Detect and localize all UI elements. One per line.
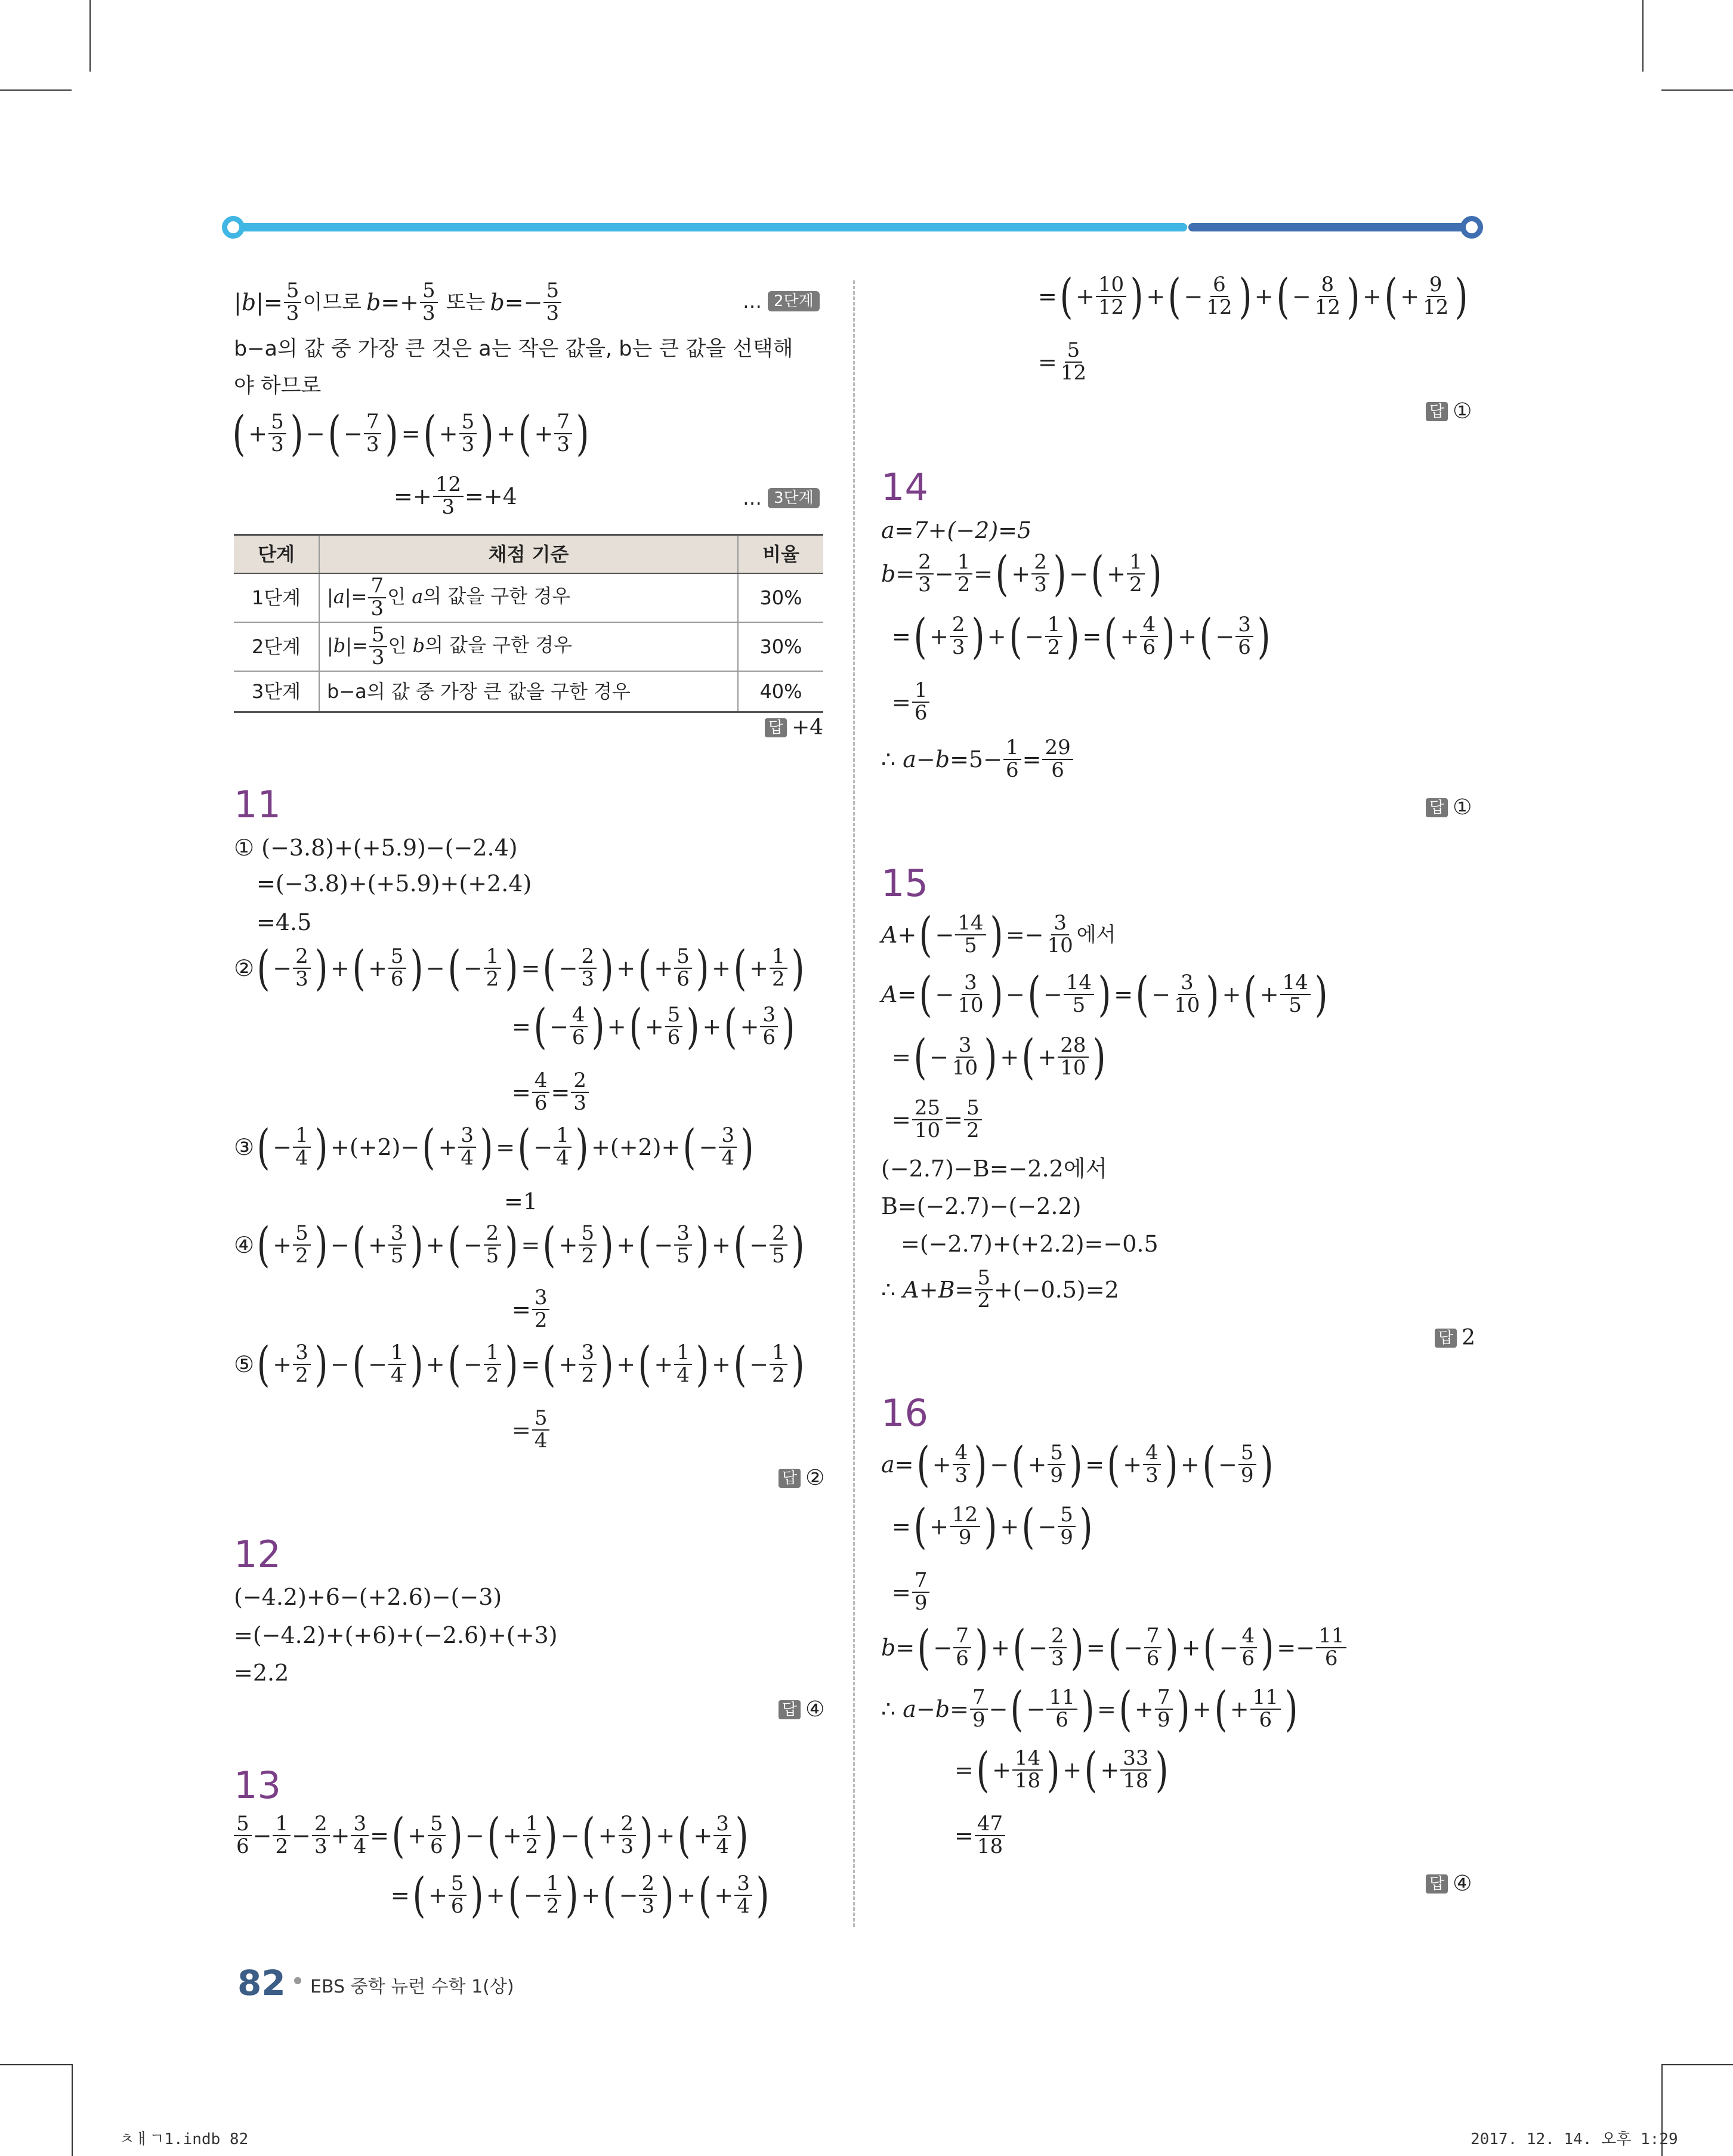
answer-icon: 답 bbox=[1426, 798, 1448, 817]
table-row: 2단계 |b|= $\frac{5}{3}$ 인 b의 값을 구한 경우 30% bbox=[234, 622, 823, 671]
p15-line-7: =(−2.7)+(+2.2)=−0.5 bbox=[901, 1231, 1159, 1257]
answer-13: 답 ① bbox=[1426, 401, 1472, 422]
crop-mark bbox=[89, 0, 91, 72]
p16-line-3: = $\frac{7}{9}$ bbox=[892, 1570, 931, 1614]
header-bar-navy bbox=[1188, 223, 1475, 231]
footer-bullet bbox=[294, 1977, 301, 1984]
p16-line-4: b = ( − $\frac{7}{6}$ ) + ( − $\frac{2}{3}$ ) = ( − $\frac{7}{6}$ ) + ( − $\frac{4}{6}$ ) =− $\frac{11}{6}$ bbox=[881, 1626, 1348, 1669]
p15-line-3: = ( − $\frac{3}{10}$ ) + ( + $\frac{28}{10}$ ) bbox=[892, 1028, 1106, 1085]
p15-line-8: ∴ A + B = $\frac{5}{2}$ +(−0.5)=2 bbox=[881, 1266, 1119, 1312]
answer-icon: 답 bbox=[1426, 1874, 1448, 1894]
problem-number-12: 12 bbox=[234, 1533, 281, 1576]
p11-opt5-a: ⑤ ( + $\frac{3}{2}$ ) − ( − $\frac{1}{4}$ ) + ( − $\frac{1}{2}$ ) = ( + $\frac{3}{2}$ ) + ( + $\frac{1}{4}$ ) + ( − $\frac{1}{2}$ ) bbox=[234, 1336, 805, 1392]
p14-line-3: = ( + $\frac{2}{3}$ ) + ( − $\frac{1}{2}$ ) = ( + $\frac{4}{6}$ ) + ( − $\frac{3}{6}$ ) bbox=[892, 608, 1271, 664]
column-divider bbox=[853, 280, 855, 1927]
p11-line-2: =(−3.8)+(+5.9)+(+2.4) bbox=[257, 870, 532, 897]
stage3-marker: … 3단계 bbox=[743, 488, 820, 508]
intro-line-2: b−a의 값 중 가장 큰 것은 a는 작은 값을, b는 큰 값을 선택해 bbox=[234, 337, 793, 361]
answer-icon: 답 bbox=[1426, 402, 1448, 421]
problem-number-16: 16 bbox=[881, 1391, 928, 1435]
p11-opt2-a: ② ( − $\frac{2}{3}$ ) + ( + $\frac{5}{6}$ ) − ( − $\frac{1}{2}$ ) = ( − $\frac{2}{3}$ ) + ( + $\frac{5}{6}$ ) + ( + $\frac{1}{2}$ ) bbox=[234, 940, 805, 996]
p11-line-1: ① (−3.8)+(+5.9)−(−2.4) bbox=[234, 835, 518, 861]
table-header: 단계 bbox=[234, 535, 319, 574]
answer-10: 답 +4 bbox=[765, 717, 823, 739]
answer-icon: 답 bbox=[765, 718, 787, 737]
p16-line-7: = $\frac{47}{18}$ bbox=[954, 1814, 1006, 1857]
p13-line-2: = ( + $\frac{5}{6}$ ) + ( − $\frac{1}{2}$ ) + ( − $\frac{2}{3}$ ) + ( + $\frac{3}{4}$ ) bbox=[391, 1867, 770, 1923]
intro-line-3: 야 하므로 bbox=[234, 374, 322, 398]
p11-opt4-a: ④ ( + $\frac{5}{2}$ ) − ( + $\frac{3}{5}$ ) + ( − $\frac{2}{5}$ ) = ( + $\frac{5}{2}$ ) + ( − $\frac{3}{5}$ ) + ( − $\frac{2}{5}$ ) bbox=[234, 1216, 805, 1272]
stage-badge: 3단계 bbox=[768, 488, 820, 508]
header-bar-right-dot bbox=[1460, 216, 1483, 239]
header-bar-blue bbox=[233, 223, 1187, 231]
table-header: 비율 bbox=[738, 535, 823, 574]
print-slug-left: ㅊㅐㄱ1.indb 82 bbox=[119, 2130, 249, 2148]
p12-line-3: =2.2 bbox=[234, 1660, 289, 1686]
p15-line-1: A + ( − $\frac{14}{5}$ ) =− $\frac{3}{10}$ 에서 bbox=[881, 906, 1116, 962]
p11-opt2-c: = $\frac{4}{6}$ = $\frac{2}{3}$ bbox=[512, 1070, 590, 1114]
stage2-marker: … 2단계 bbox=[743, 291, 820, 311]
crop-mark bbox=[72, 2064, 73, 2156]
answer-icon: 답 bbox=[779, 1700, 801, 1719]
p12-line-1: (−4.2)+6−(+2.6)−(−3) bbox=[234, 1584, 502, 1610]
answer-icon: 답 bbox=[1435, 1329, 1457, 1348]
p11-line-3: =4.5 bbox=[257, 909, 312, 935]
p14-line-4: = $\frac{1}{6}$ bbox=[892, 680, 931, 724]
answer-11: 답 ② bbox=[779, 1468, 824, 1489]
intro-eq-1: ( + $\frac{5}{3}$ ) − ( − $\frac{7}{3}$ ) = ( + $\frac{5}{3}$ ) + ( + $\frac{7}{3}$ ) bbox=[232, 405, 589, 461]
p11-opt3-b: =1 bbox=[504, 1188, 538, 1215]
crop-mark bbox=[1661, 89, 1733, 91]
book-title: EBS 중학 뉴런 수학 1(상) bbox=[310, 1976, 514, 1997]
intro-eq-2: =+ $\frac{12}{3}$ =+4 bbox=[394, 472, 517, 519]
p13-line-3: = ( + $\frac{10}{12}$ ) + ( − $\frac{6}{12}$ ) + ( − $\frac{8}{12}$ ) + ( + $\frac{9}{12}$ ) bbox=[1038, 268, 1468, 324]
crop-mark bbox=[1642, 0, 1644, 72]
table-header: 채점 기준 bbox=[319, 535, 738, 574]
scoring-table bbox=[234, 534, 823, 713]
p15-line-2: A = ( − $\frac{3}{10}$ ) − ( − $\frac{14}{5}$ ) = ( − $\frac{3}{10}$ ) + ( + $\frac{14}{5}$ ) bbox=[881, 966, 1328, 1022]
page-number: 82 bbox=[237, 1963, 286, 2003]
crop-mark bbox=[0, 2064, 72, 2065]
p14-line-2: b = $\frac{2}{3}$ − $\frac{1}{2}$ = ( + $\frac{2}{3}$ ) − ( + $\frac{1}{2}$ ) bbox=[881, 545, 1162, 601]
stage-badge: 2단계 bbox=[768, 291, 820, 311]
p16-line-2: = ( + $\frac{12}{9}$ ) + ( − $\frac{5}{9}$ ) bbox=[892, 1498, 1093, 1554]
p14-line-1: a=7+(−2)=5 bbox=[881, 517, 1032, 543]
p15-line-5: (−2.7)−B=−2.2에서 bbox=[881, 1156, 1108, 1182]
problem-number-14: 14 bbox=[881, 465, 928, 509]
answer-icon: 답 bbox=[779, 1469, 801, 1488]
p16-line-5: ∴ a − b = $\frac{7}{9}$ − ( − $\frac{11}{6}$ ) = ( + $\frac{7}{9}$ ) + ( + $\frac{11}{6}$ ) bbox=[881, 1681, 1298, 1737]
problem-number-13: 13 bbox=[234, 1763, 281, 1807]
p11-opt4-b: = $\frac{3}{2}$ bbox=[512, 1287, 551, 1331]
p16-line-1: a = ( + $\frac{4}{3}$ ) − ( + $\frac{5}{9}$ ) = ( + $\frac{4}{3}$ ) + ( − $\frac{5}{9}$ ) bbox=[881, 1436, 1274, 1492]
answer-14: 답 ① bbox=[1426, 797, 1472, 818]
problem-number-11: 11 bbox=[234, 783, 281, 826]
table-row: 1단계 |a|= $\frac{7}{3}$ 인 a의 값을 구한 경우 30% bbox=[234, 573, 823, 622]
p15-line-6: B=(−2.7)−(−2.2) bbox=[881, 1193, 1082, 1219]
crop-mark bbox=[1661, 2064, 1733, 2065]
answer-16: 답 ④ bbox=[1426, 1873, 1472, 1895]
p16-line-6: = ( + $\frac{14}{18}$ ) + ( + $\frac{33}{18}$ ) bbox=[954, 1741, 1169, 1797]
print-slug-right: 2017. 12. 14. 오후 1:29 bbox=[1471, 2130, 1678, 2148]
p14-line-5: ∴ a − b =5− $\frac{1}{6}$ = $\frac{29}{6}$ bbox=[881, 737, 1074, 781]
problem-number-15: 15 bbox=[881, 861, 928, 905]
p15-line-4: = $\frac{25}{10}$ = $\frac{5}{2}$ bbox=[892, 1098, 983, 1141]
table-row: 3단계 b−a의 값 중 가장 큰 값을 구한 경우 40% bbox=[234, 671, 823, 712]
header-bar-left-dot bbox=[222, 216, 245, 239]
answer-12: 답 ④ bbox=[779, 1699, 824, 1721]
p11-opt3-a: ③ ( − $\frac{1}{4}$ ) +(+2)− ( + $\frac{3}{4}$ ) = ( − $\frac{1}{4}$ ) +(+2)+ ( − $\frac{3}{4}$ ) bbox=[234, 1119, 754, 1175]
p11-opt2-b: = ( − $\frac{4}{6}$ ) + ( + $\frac{5}{6}$ ) + ( + $\frac{3}{6}$ ) bbox=[512, 998, 795, 1054]
answer-15: 답 2 bbox=[1435, 1327, 1475, 1349]
p11-opt5-b: = $\frac{5}{4}$ bbox=[512, 1408, 551, 1451]
header-bar bbox=[222, 216, 1483, 239]
intro-line-1: | b |= $\frac{5}{3}$ 이므로 b =+ $\frac{5}{3}$ 또는 b =− $\frac{5}{3}$ bbox=[234, 280, 563, 324]
p13-line-4: = $\frac{5}{12}$ bbox=[1038, 338, 1087, 385]
p12-line-2: =(−4.2)+(+6)+(−2.6)+(+3) bbox=[234, 1622, 558, 1648]
crop-mark bbox=[0, 89, 72, 91]
p13-line-1: $\frac{5}{6}$ − $\frac{1}{2}$ − $\frac{2}{3}$ + $\frac{3}{4}$ = ( + $\frac{5}{6}$ ) − ( + $\frac{1}{2}$ ) − ( + $\frac{2}{3}$ ) + ( + $\frac{3}{4}$ ) bbox=[233, 1814, 751, 1857]
